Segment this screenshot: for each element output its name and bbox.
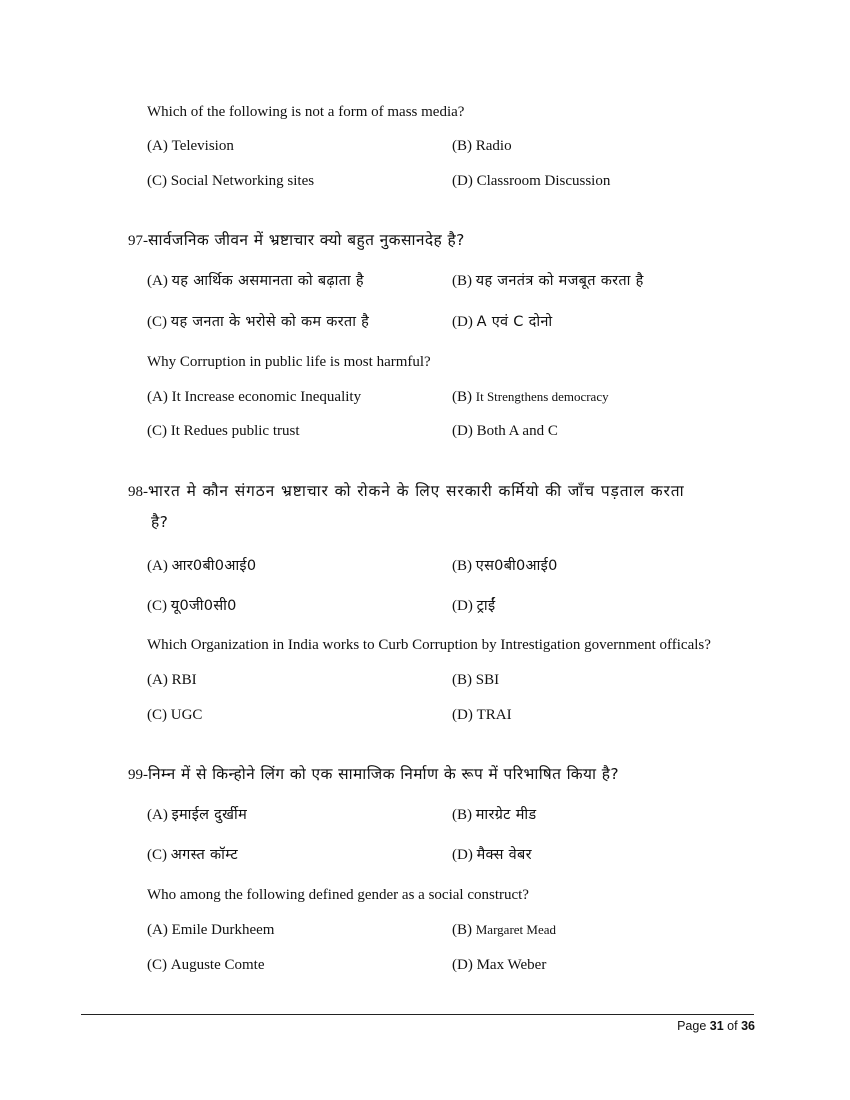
q98-option-hi-b: (B) एस0बी0आई0 [452, 558, 558, 574]
q97-question-en: Why Corruption in public life is most harmful? [147, 354, 431, 370]
q98-option-hi-c: (C) यू0जी0सी0 [147, 598, 237, 614]
q96-question-en: Which of the following is not a form of mass media? [147, 104, 465, 120]
footer-divider [81, 1014, 754, 1015]
q97-option-hi-a: (A) यह आर्थिक असमानता को बढ़ाता है [147, 273, 364, 289]
q98-option-hi-a: (A) आर0बी0आई0 [147, 558, 257, 574]
q97-option-en-d: (D) Both A and C [452, 423, 558, 439]
q98-option-hi-d: (D) ट्राईं [452, 598, 496, 614]
q97-option-hi-c: (C) यह जनता के भरोसे को कम करता है [147, 314, 370, 330]
q99-option-hi-c: (C) अगस्त कॉम्ट [147, 847, 239, 863]
q96-option-d: (D) Classroom Discussion [452, 173, 611, 189]
q99-option-en-a: (A) Emile Durkheem [147, 922, 275, 938]
q97-question-hi: 97-सार्वजनिक जीवन में भ्रष्टाचार क्यो बहुत नुकसानदेह है? [128, 231, 465, 249]
q96-option-a: (A) Television [147, 138, 234, 154]
q97-option-en-a: (A) It Increase economic Inequality [147, 389, 362, 405]
q98-option-en-a: (A) RBI [147, 672, 197, 688]
q98-option-en-b: (B) SBI [452, 672, 500, 688]
q97-option-en-c: (C) It Redues public trust [147, 423, 300, 439]
q99-option-en-d: (D) Max Weber [452, 957, 547, 973]
q98-option-en-c: (C) UGC [147, 707, 203, 723]
q98-question-hi-line1: 98-भारत मे कौन संगठन भ्रष्टाचार को रोकने के लिए सरकारी कर्मियो की जाँच पड़ताल करता [128, 482, 685, 500]
q99-option-en-b: (B) Margaret Mead [452, 922, 557, 938]
q99-question-hi: 99-निम्न में से किन्होने लिंग को एक सामाजिक निर्माण के रूप में परिभाषित किया है? [128, 765, 619, 783]
q97-option-hi-d: (D) A एवं C दोनो [452, 314, 553, 330]
q96-option-c: (C) Social Networking sites [147, 173, 315, 189]
q99-option-hi-b: (B) मारग्रेट मीड [452, 807, 537, 823]
page-number: Page 31 of 36 [677, 1019, 755, 1033]
q97-option-hi-b: (B) यह जनतंत्र को मजबूत करता है [452, 273, 644, 289]
q98-option-en-d: (D) TRAI [452, 707, 512, 723]
q99-option-en-c: (C) Auguste Comte [147, 957, 265, 973]
q96-option-b: (B) Radio [452, 138, 512, 154]
q99-question-en: Who among the following defined gender as a social construct? [147, 887, 529, 903]
q99-option-hi-a: (A) इमाईल दुर्खीम [147, 807, 248, 823]
q98-question-en: Which Organization in India works to Curb Corruption by Intrestigation government officals? [147, 637, 711, 653]
q99-option-hi-d: (D) मैक्स वेबर [452, 847, 532, 863]
q98-question-hi-line2: है? [151, 513, 169, 531]
q97-option-en-b: (B) It Strengthens democracy [452, 389, 609, 405]
